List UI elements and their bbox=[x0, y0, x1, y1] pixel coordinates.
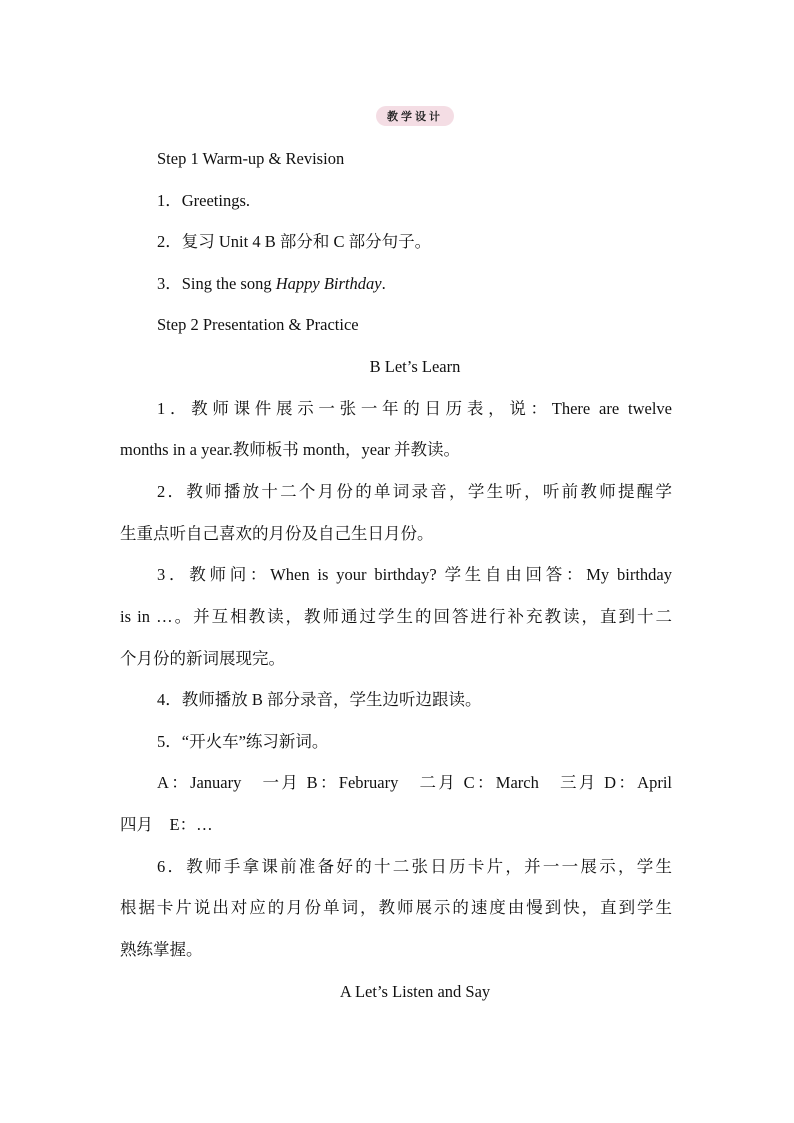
p2-line-1: 2．教师播放十二个月份的单词录音，学生听，听前教师提醒学 bbox=[157, 482, 672, 501]
p1-line-2: months in a year.教师板书 month，year 并教读。 bbox=[120, 440, 461, 459]
step1-item-2: 2．复习 Unit 4 B 部分和 C 部分句子。 bbox=[157, 232, 432, 251]
dialog-b: B：February 二月 bbox=[306, 773, 458, 792]
step1-heading: Step 1 Warm-up & Revision bbox=[157, 149, 345, 168]
p5-dialog-line-2: 四月 E：… bbox=[120, 815, 213, 834]
dialog-c: C：March 三月 bbox=[463, 773, 598, 792]
dialog-a: A：January 一月 bbox=[157, 773, 301, 792]
p3-line-1: 3．教师问：When is your birthday? 学生自由回答：My birthday bbox=[157, 565, 672, 584]
dialog-d: D：April bbox=[604, 773, 673, 792]
p2-line-2: 生重点听自己喜欢的月份及自己生日月份。 bbox=[120, 524, 434, 543]
p6-line-3: 熟练掌握。 bbox=[120, 940, 203, 959]
p6-line-1: 6．教师手拿课前准备好的十二张日历卡片，并一一展示，学生 bbox=[157, 857, 672, 876]
step1-item-1: 1．Greetings. bbox=[157, 191, 251, 210]
p3-line-3: 个月份的新词展现完。 bbox=[120, 649, 285, 668]
p1-line-1: 1．教师课件展示一张一年的日历表，说：There are twelve bbox=[157, 399, 672, 418]
section-b-heading: B Let’s Learn bbox=[369, 357, 461, 376]
step1-item-3 bbox=[157, 273, 386, 295]
title-badge bbox=[376, 106, 454, 126]
p6-line-2: 根据卡片说出对应的月份单词，教师展示的速度由慢到快，直到学生 bbox=[120, 898, 672, 917]
document-title: 教学设计 bbox=[387, 110, 443, 123]
p3-line-2: is in …。并互相教读，教师通过学生的回答进行补充教读，直到十二 bbox=[120, 607, 672, 626]
step2-heading: Step 2 Presentation & Practice bbox=[157, 315, 359, 334]
song-title: Happy Birthday bbox=[275, 274, 382, 293]
item3-suffix: . bbox=[381, 274, 386, 293]
section-a-heading: A Let’s Listen and Say bbox=[339, 982, 491, 1001]
item3-prefix: 3．Sing the song bbox=[157, 274, 276, 293]
p5-dialog-line-1 bbox=[157, 772, 672, 794]
p5: 5．“开火车”练习新词。 bbox=[157, 732, 329, 751]
p4: 4．教师播放 B 部分录音，学生边听边跟读。 bbox=[157, 690, 482, 709]
